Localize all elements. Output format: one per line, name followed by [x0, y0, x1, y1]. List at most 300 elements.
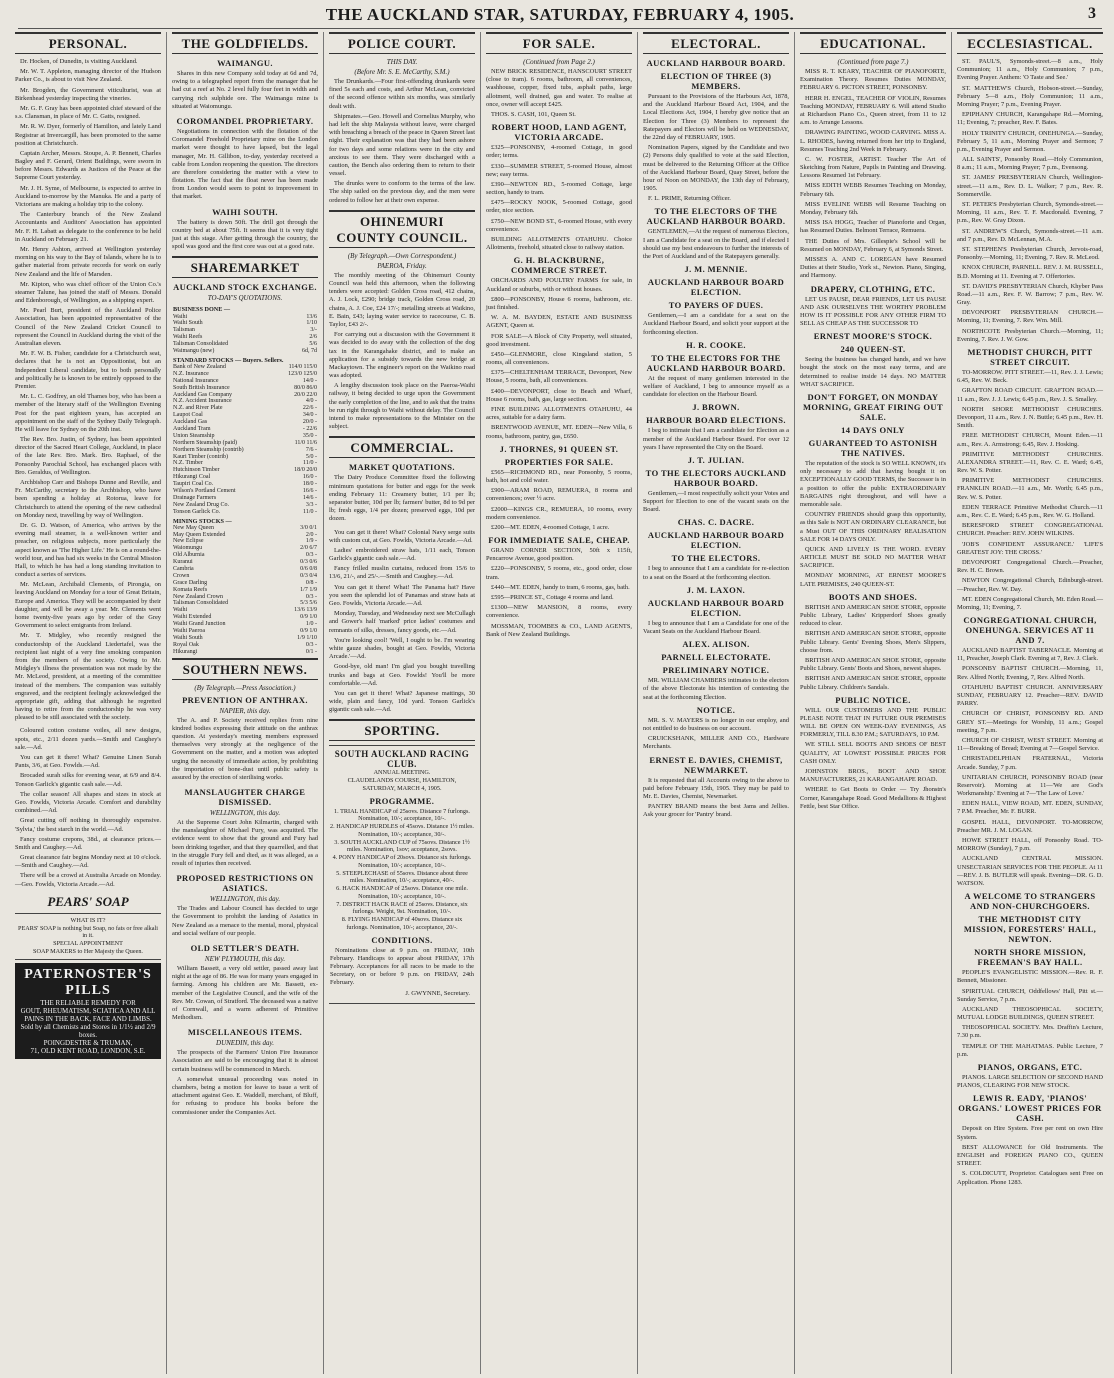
advert-text: £330—SUMMER STREET, 5-roomed House, almost new; easy terms. — [486, 162, 632, 178]
programme-heading: PROGRAMME. — [369, 795, 435, 806]
conditions-text: Nominations close at 9 p.m. on FRIDAY, 10th February. Handicaps to appear about FRIDAY, 17th February. Acceptances for all races to be made to the Secretary, on or before 9 p.m. on FRIDAY, 24th February. — [330, 946, 474, 987]
quotation-row — [172, 447, 318, 454]
quotation-value — [287, 355, 318, 364]
quotation-value: 7/6 - — [305, 446, 317, 453]
quotation-name: Grace Darling — [173, 579, 208, 586]
ad-note: You can get it there! What? Genuine Linen Surah Pants, 3/6, at Geo. Fowlds.—Ad. — [15, 754, 161, 770]
advert-text: ST. STEPHEN'S Presbyterian Church, Jervois-road, Ponsonby.—Morning, 11; Evening, 7. Rev. R. McLeod. — [957, 245, 1103, 262]
quotation-row — [172, 607, 318, 614]
advert-text: NEW BRICK RESIDENCE, HANSCOURT STREET (close to tram). 6 rooms, bathroom, all conveniences, washhouse, copper, fixed tubs, asphalt paths, large allotment, well drained, gas and water. To realise at once, owner will accept £425. — [486, 68, 632, 108]
anthrax-paragraph: The A. and P. Society received replies from nine kindred bodies expressing their attitude on the anthrax question. At yesterday's meeting members expressed themselves very strongly at the negligence of the Government on the matter, and a motion was adopted urging the necessity of immediate action, by prohibiting the importation of bone-dust until public safety is assured by the erection of sterilising works. — [172, 716, 318, 781]
personal-paragraph: Mr. T. Midgley, who recently resigned the conductorship of the Auckland Liedertafel, was the recipient last night of a very fine smoking companion from the members of the society. Owing to Mr. Midgley's illness the presentation was not made by the Mr. McLeod, president, at a meeting of the committee instead of the members. The companion was suitably engraved, and the recipient feelingly acknowledged the appropriate gift, adding that although he regretted having to retire from the conductorship he was very pleased to be still associated with the society. — [15, 632, 161, 722]
advert-heading: J. M. LAXON. — [686, 584, 746, 595]
ad-note: There will be a crowd at Australia Arcade on Monday.—Geo. Fowlds, Victoria Arcade.—Ad. — [15, 872, 161, 888]
quotation-row — [172, 364, 318, 371]
advert-text: MISS R. T. KEARY, TEACHER OF PIANOFORTE, Examination Theory. Resumes Duties MONDAY, FEBRUARY 6. PICTON STREET, PONSONBY. — [800, 68, 946, 92]
personal-paragraph: The Canterbury branch of the New Zealand Accountants and Auditors' Association has appointed Mr. F. H. Labatt as delegate to the conference to be held in Auckland on February 21. — [15, 211, 161, 243]
paternoster-maker: POINGDESTRE & TRUMAN, — [43, 1038, 133, 1047]
advert-text: MISS EDITH WEBB Resumes Teaching on Monday, February 6th. — [800, 182, 946, 198]
quotation-name: N.Z. Accident Insurance — [173, 398, 232, 405]
advert-text: £900—ARAM ROAD, REMUERA, 8 rooms and conveniences; over ½ acre. — [486, 487, 632, 503]
advert-text: EDEN TERRACE Primitive Methodist Church.—11 a.m., Rev. C. E. Ward; 6.45 p.m., Rev. W. G. Holland. — [957, 503, 1103, 519]
quotation-value: 80/0 86/0 — [294, 384, 317, 391]
advert-text: PRIMITIVE METHODIST CHURCHES. ALEXANDRA STREET.—11, Rev. C. E. Ward; 6.45, Rev. W. S. Potter. — [957, 450, 1103, 475]
personal-paragraph: Archbishop Carr and Bishops Dunne and Reville, and Fr. McCarthy, secretary to the Archbishop, who have been spending a holiday at Rotorua, leave for Christchurch to attend the opening of the new cathedral on Monday next, travelling by way of Wellington. — [15, 479, 161, 519]
advert-text: NEWTON Congregational Church, Edinburgh-street.—Preacher, Rev. W. Day. — [957, 577, 1103, 593]
advert-text: £325—PONSONBY, 4-roomed Cottage, in good order; terms. — [486, 144, 632, 160]
police-court-section — [329, 78, 475, 205]
advert-heading: METHODIST CHURCH, PITT STREET CIRCUIT. — [967, 347, 1093, 367]
manslaughter-heading: MANSLAUGHTER CHARGE DISMISSED. — [184, 787, 306, 808]
advert-text: FINE BUILDING ALLOTMENTS OTAHUHU, 44 acres, suitable for a dairy farm. — [486, 406, 632, 422]
advert-text: DEVONPORT PRESBYTERIAN CHURCH.—Morning, 11; Evening, 7. Rev. Wm. Mill. — [957, 309, 1103, 325]
advert-heading: AUCKLAND HARBOUR BOARD ELECTION. — [647, 277, 785, 298]
quotation-name: Tonson Garlick Co. — [173, 508, 221, 515]
personal-paragraph: Mr. McLean, Archibald Clements, of Pirongia, on leaving Auckland on Monday for a tour of Great Britain, Europe and America. They will be accompanied by their daughter, and will be away a year. Mr. Clements went home twenty-five years ago by order of the Grey Government to select emigrants from Ireland. — [15, 581, 161, 630]
advert-text: BERESFORD STREET CONGREGATIONAL CHURCH. Preacher: REV. JOHN WILKINS. — [957, 522, 1103, 538]
personal-paragraph: Mr. G. F. Gray has been appointed chief steward of the s.s. Clansman, in place of Mr. C. Gatts, resigned. — [15, 104, 161, 121]
quotation-row — [172, 467, 318, 474]
quotations-table — [172, 304, 318, 655]
advert-heading: TO THE ELECTORS FOR THE AUCKLAND HARBOUR BOARD. — [646, 352, 786, 373]
advert-text: AUCKLAND BAPTIST TABERNACLE. Morning at 11, Preacher, Joseph Clark. Evening at 7, Rev. J. Clark. — [957, 647, 1103, 663]
advert-text: £450—GLENMORE, close Kingsland station, 5 rooms, all conveniences. — [486, 350, 632, 367]
advert-text: SPIRITUAL CHURCH, Oddfellows' Hall, Pitt st.—Sunday Service, 7 p.m. — [957, 987, 1103, 1003]
quotation-name: N.Z. Timber — [173, 460, 203, 467]
masthead-title: THE AUCKLAND STAR, SATURDAY, FEBRUARY 4, 1905. — [325, 5, 795, 24]
quotation-name: Waihi South — [173, 634, 203, 641]
programme-list — [330, 808, 474, 932]
quotation-row — [172, 594, 318, 601]
advert-text: Seeing the business has changed hands, and we have bought the stock on the most easy terms, and are determined to realise inside 14 days. NO MATTER WHAT SACRIFICE. — [800, 356, 946, 388]
advert-text: HOWE STREET HALL, off Ponsonby Road. TO-MORROW (Sunday), 7 p.m. — [957, 837, 1103, 853]
misc-paragraph: A somewhat unusual proceeding was noted in chambers, being a motion for leave to issue a writ of attachment against Geo. E. Waddell, merchant, of Bluff, for refusing to produce his books before the commissioner under the Companies Act. — [172, 1075, 318, 1116]
advert-text: GOSPEL HALL, DEVONPORT. TO-MORROW, Preacher MR. J. M. LOGAN. — [957, 818, 1103, 834]
asiatics-dateline: WELLINGTON, this day. — [209, 895, 281, 904]
personal-paragraph: Mr. Brogden, the Government viticulturist, was at Birkenhead yesterday inspecting the vineries. — [15, 86, 161, 102]
personal-paragraph: Mr. Kipton, who was chief officer of the Union Co.'s steamer Talune, has joined the staff of Messrs. Donald and Edenborough, of Wellington, as a shipping expert. — [15, 280, 161, 305]
advert-text: THE Duties of Mrs. Gillespie's School will be Resumed on MONDAY, February 6, at Symonds Street. — [800, 237, 946, 253]
ad-note: Monday, Tuesday, and Wednesday next see McCullagh and Gower's half 'marked' price ladies' costumes and remnants of silks, dresses, fancy goods, etc.—Ad. — [329, 610, 475, 634]
quotation-row — [172, 545, 318, 552]
advert-heading: DRAPERY, CLOTHING, ETC. — [810, 283, 936, 294]
quotation-value: - 22/6 — [302, 425, 317, 432]
electoral-heading: ELECTORAL. — [643, 32, 789, 54]
southern-news-heading: SOUTHERN NEWS. — [172, 658, 318, 680]
column-electoral — [638, 32, 795, 1374]
advert-heading: FOR IMMEDIATE SALE, CHEAP. — [488, 535, 630, 546]
advert-text: £1300—NEW MANSION, 8 rooms, every convenience. — [486, 604, 632, 620]
waimangu-section — [172, 70, 318, 111]
ad-note: Brocaded surah silks for evening wear, at 6/9 and 8/4. Tonson Garlick's gigantic cash sale.—Ad. — [15, 772, 161, 788]
advert-text: TEMPLE OF THE MAHATMAS. Public Lecture, 7 p.m. — [957, 1042, 1103, 1058]
quotation-row — [172, 460, 318, 467]
quotation-name: Auckland Tram — [173, 425, 211, 432]
quotation-row — [172, 509, 318, 516]
quotation-name: BUSINESS DONE — — [173, 306, 231, 314]
ad-note: You can get it there! What! The Panama hat? Have you seen the splendid lot of Panamas and straw hats at Geo. Fowlds, Victoria Arcade.—Ad. — [329, 583, 475, 607]
quotation-value: 18/0 20/0 — [294, 467, 317, 474]
quotation-value: 16/6 - — [302, 488, 317, 494]
ad-note: You can get it there! What? Japanese mattings, 30 wide, plain and fancy, 10d yard. Tonson Garlick's gigantic cash sale.—Ad. — [329, 689, 475, 714]
advert-text: PONSONBY BAPTIST CHURCH.—Morning, 11, Rev. Alfred North; Evening, 7, Rev. Alfred North. — [957, 665, 1103, 681]
paternoster-text: GOUT, RHEUMATISM, SCIATICA AND ALL PAINS IN THE BACK, FACE AND LIMBS. Sold by all Chemists and Stores in 1/1½ and 2/9 boxes. — [20, 1006, 156, 1039]
quotation-value: 14/0 - — [302, 377, 317, 384]
sporting-heading: SPORTING. — [329, 719, 475, 741]
ad-note: You're looking cool! 'Well, I ought to be. I'm wearing white gauze shades, bought at Geo. Fowlds, Victoria Arcade.'—Ad. — [329, 636, 475, 661]
advert-text: MOSSMAN, TOOMBES & CO., LAND AGENTS, Bank of New Zealand Buildings. — [486, 622, 632, 638]
column-ecclesiastical — [952, 32, 1108, 1374]
pears-advert — [15, 913, 161, 960]
advert-text: ORCHARDS AND POULTRY FARMS for sale, in Auckland or suburbs, with or without houses. — [486, 277, 632, 293]
personal-paragraph: Dr. Hocken, of Dunedin, is visiting Auckland. — [20, 58, 138, 65]
advert-heading: NORTH SHORE MISSION, FREEMAN'S BAY HALL. — [974, 947, 1086, 968]
advert-text: MR. WILLIAM CHAMBERS intimates to the electors of the above Electorate his intention of contesting the seat at the forthcoming Election. — [643, 677, 789, 701]
quotation-row — [172, 635, 318, 642]
paternoster-name: PATERNOSTER'S PILLS — [24, 966, 152, 998]
quotation-name: Kauri Timber (contrib) — [173, 453, 228, 460]
quotation-value: 1/9 - — [305, 538, 317, 545]
quotation-value: 14/6 - — [302, 494, 317, 501]
advert-text: THEOSOPHICAL SOCIETY. Mrs. Draffin's Lecture, 7.30 p.m. — [957, 1024, 1103, 1040]
asiatics-section — [172, 905, 318, 938]
quotation-value: 4/0 - — [305, 398, 317, 405]
advert-text: THOS. S. CASH, 101, Queen St. — [491, 110, 576, 118]
misc-section — [172, 1049, 318, 1117]
quotation-value: 1/10 — [306, 320, 317, 327]
quotation-value: 0/8 - — [305, 579, 317, 586]
ad-note: Great clearance fair begins Monday next at 10 o'clock.—Smith and Caughey.—Ad. — [15, 854, 161, 870]
quotation-value: 11/0 11/6 — [294, 439, 317, 446]
advert-text: BEST ALLOWANCE for Old Instruments. The ENGLISH and FOREIGN PIANO CO., QUEEN STREET. — [957, 1143, 1103, 1168]
quotation-name: South British Insurance — [173, 384, 230, 391]
quotation-name: Waihi Paeroa — [173, 628, 206, 635]
advert-text: PEOPLE'S EVANGELISTIC MISSION.—Rev. R. F. Bennett, Missioner. — [957, 969, 1103, 985]
ohinemuri-heading: OHINEMURI COUNTY COUNCIL. — [329, 210, 475, 248]
advert-heading: PARNELL ELECTORATE. — [661, 652, 771, 663]
advert-heading: PROPERTIES FOR SALE. — [504, 456, 614, 467]
personal-heading: PERSONAL. — [15, 32, 161, 54]
market-paragraph: The Dairy Produce Committee fixed the following minimum quotations for butter and eggs for the week ending February 11: Creamery butter, 1/1 per lb; separator butter, 10d per lb; farmers' butter, 8d to 9d per lb; fresh eggs, 1/4 per dozen; preserved eggs, 10d per dozen. — [329, 474, 475, 523]
ad-note: The collar season! All shapes and sizes in stock at Geo. Fowlds, Victoria Arcade. Comfort and durability combined.—Ad. — [15, 790, 161, 815]
waimangu-heading: WAIMANGU. — [217, 58, 273, 68]
quotation-name: Waihi — [173, 607, 188, 614]
for-sale-heading: FOR SALE. — [486, 32, 632, 54]
quotation-name: National Insurance — [173, 377, 219, 384]
quotation-value — [287, 304, 318, 313]
advert-heading: 240 QUEEN-ST. — [840, 344, 906, 355]
for-sale-ads — [486, 68, 632, 639]
quotation-name: Wilson's Portland Cement — [173, 488, 236, 494]
advert-text: £565—RICHMOND RD., near Ponsonby, 5 rooms, bath, hot and cold water. — [486, 468, 632, 484]
sharemarket-heading: SHAREMARKET — [172, 256, 318, 278]
settler-paragraph: William Bassett, a very old settler, passed away last night at the age of 86. He was for many years engaged in farming. Among his children are Mr. Bassett, ex-member of the Legislative Council, and the wife of the Rev. Mr. Cowan, of Stratford. The deceased was a native of Cornwall, and a warm adherent of Primitive Methodism. — [172, 964, 318, 1022]
advert-text: £375—CHELTENHAM TERRACE, Devonport, New House, 5 rooms, bath, all conveniences. — [486, 369, 632, 385]
quotation-value: 123/0 125/0 — [288, 370, 317, 377]
waihi-south-paragraph: The battery is down 50ft. The drill got through the country bed at about 75ft. It seems that it is very tight just at this stage. After getting through the country, the spoil was good and the first core was out at a good rate. — [172, 218, 318, 251]
advert-heading: TO THE ELECTORS OF THE AUCKLAND HARBOUR BOARD. — [646, 206, 786, 227]
advert-text: DEVONPORT Congregational Church.—Preacher, Rev. H. C. Brown. — [957, 558, 1103, 575]
advert-text: £440—MT. EDEN, handy to tram, 6 rooms, gas, bath. — [491, 583, 630, 591]
quotation-value: 0/3 0/6 — [300, 559, 317, 566]
quotation-value: 11/0 - — [303, 460, 317, 467]
ad-note: Coloured cotton costume voiles, all new designs, spots, etc., 2/11 dozen yards.—Smith and Caughey's sale.—Ad. — [15, 727, 161, 751]
advert-text: GRAFTON ROAD CIRCUIT. GRAFTON ROAD.—11 a.m., Rev. J. J. Lewis; 6.45 p.m., Rev. J. S. Smalley. — [957, 387, 1103, 403]
conditions-signature: J. GWYNNE, Secretary. — [405, 989, 470, 997]
paternoster-tag: THE RELIABLE REMEDY FOR — [40, 998, 136, 1007]
ohinemuri-paragraph: The monthly meeting of the Ohinemuri County Council was held this afternoon, when the following tenders were accepted: Golden Cross road, 412 chains, A. J. Lock, £290; bridge track, Golden Cross road, 20 chains, A. J. Coe, £24 17/-; metalling streets at Waikino, E. Bain, £43; laying water service to racecourse, C. B. Taylor, £43 2/-. — [329, 271, 475, 328]
advert-text: WE STILL SELL BOOTS AND SHOES OF BEST QUALITY, AT LOWEST POSSIBLE PRICES FOR CASH ONLY. — [800, 741, 946, 765]
advert-heading: 14 DAYS ONLY — [841, 425, 905, 435]
quotation-name: New Zealand Crown — [173, 593, 223, 600]
advert-heading: CONGREGATIONAL CHURCH, ONEHUNGA. SERVICES AT 11 AND 7. — [963, 615, 1097, 646]
personal-paragraph: Mr. W. T. Appleton, managing director of the Hudson Parker Co., is about to visit New Zealand. — [15, 68, 161, 84]
educational-ads — [800, 68, 946, 811]
quotation-name: Hikurangi — [173, 648, 198, 655]
programme-item: 4. PONY HANDICAP of 20sovs. Distance six furlongs. Nomination, 10/-; acceptance, 10/-. — [332, 854, 472, 869]
advert-heading: H. R. COOKE. — [686, 339, 746, 350]
advert-text: ST. DAVID'S PRESBYTERIAN Church, Khyber Pass Road.—11 a.m., Rev. F. W. Barrow; 7 p.m., Rev. W. Gray. — [957, 282, 1103, 307]
advert-text: TO-MORROW. PITT STREET.—11, Rev. J. J. Lewis; 6.45, Rev. W. Beck. — [957, 369, 1103, 385]
quotation-row — [172, 495, 318, 502]
advert-text: Gentlemen,—I most respectfully solicit your Votes and Support for Election to one of the vacant seats on the Board. — [643, 489, 789, 514]
advert-heading: DON'T FORGET, ON MONDAY MORNING, GREAT FIRING OUT SALE. — [802, 392, 944, 422]
personal-paragraph: Mr. J. H. Syme, of Melbourne, is expected to arrive in Auckland to-morrow by the Manuka. He and a party of Victorians are making a holiday trip to the colony. — [15, 184, 161, 208]
quotation-row — [172, 454, 318, 461]
quotation-name: Komata Reefs — [173, 586, 208, 593]
quotation-row — [172, 600, 318, 607]
quotation-value: 20/0 22/0 — [294, 391, 317, 398]
advert-text: GENTLEMEN,—At the request of numerous Electors, I am a Candidate for a seat on the Board, and if elected I should use my best endeavours to further the interests of the Port of Auckland and of the Ratepayers generally. — [643, 228, 789, 260]
advert-text: HOLY TRINITY CHURCH, ONEHUNGA.—Sunday, February 5, 11 a.m., Morning Prayer and Sermon; 7 p.m., Evening Prayer and Sermon. — [957, 129, 1103, 153]
advert-heading: CHAS. C. DACRE. — [677, 517, 755, 528]
advert-heading: J. BROWN. — [692, 402, 740, 413]
advert-text: £750—NEW BOND ST., 6-roomed House, with every convenience. — [486, 217, 632, 233]
advert-heading: ERNEST MOORE'S STOCK. — [813, 331, 933, 342]
ohinemuri-byline: (By Telegraph.—Own Correspondent.) — [347, 251, 457, 260]
quotation-row — [172, 320, 318, 327]
quotation-row — [172, 304, 318, 313]
advert-text: The reputation of the stock is SO WELL KNOWN, it's only necessary to add that having bought it on EXCEPTIONALLY GOOD TERMS, the Successor is in a position to offer the public EXTRAORDINARY BARGAINS right throughout, and will have a memorable sale. — [800, 460, 946, 508]
quotation-value: 2/6 — [309, 334, 317, 341]
advert-text: £200—MT. EDEN, 4-roomed Cottage, 1 acre. — [491, 523, 610, 531]
advert-heading: PRELIMINARY NOTICE. — [662, 665, 770, 676]
advert-text: £475—ROCKY NOOK, 5-roomed Cottage, good order, nice section. — [486, 199, 632, 215]
quotation-name: MINING STOCKS — — [173, 517, 232, 525]
advert-text: MT. EDEN Congregational Church, Mt. Eden Road.—Morning, 11; Evening, 7. — [957, 595, 1103, 611]
quotation-name: Hikurangi Coal — [173, 474, 211, 481]
advert-text: BRITISH AND AMERICAN SHOE STORE, opposite Public Library. Gents' Evening Shoes, Men's Slippers, choose from. — [800, 630, 946, 654]
quotation-row — [172, 552, 318, 559]
quotation-name: New Eclipse — [173, 538, 204, 545]
quotation-row — [172, 314, 318, 321]
coromandel-paragraph: Negotiations in connection with the flotation of the Coromandel Freehold Proprietary mine on the London market were thought to have lapsed, but the legal manager, Mr. H. Gillibon, to-day, yesterday received a cable from London reopening the question. The directors are therefore considering the matter with a view to flotation. The fact that the float never has been made from London would seem to point to improvement in that market. — [172, 127, 318, 201]
quotation-value: 0/6 0/8 — [300, 566, 317, 573]
quotation-row — [172, 385, 318, 392]
ohinemuri-paragraph: For carrying out a discussion with the Government it was decided to do away with the collection of the dog tax in the Karangahake district, and to make an application for a subsidy towards the new bridge at Mackaytown. The engineer's report on the Waikino road was adopted. — [329, 331, 475, 380]
quotation-name: Waihi — [173, 313, 188, 320]
asiatics-heading: PROPOSED RESTRICTIONS ON ASIATICS. — [176, 873, 314, 894]
ecclesiastical-ads — [957, 58, 1103, 1187]
ad-note: Fancy costume crepons, 38d., at clearance prices.—Smith and Caughey.—Ad. — [15, 835, 161, 851]
advert-heading: ELECTION OF THREE (3) MEMBERS. — [660, 71, 772, 91]
advert-heading: J. THORNES, 91 QUEEN ST. — [499, 443, 619, 454]
quotation-row — [172, 341, 318, 348]
advert-text: MONDAY MORNING, AT ERNEST MOORE'S LATE PREMISES, 240 QUEEN-ST. — [800, 572, 946, 588]
ohinemuri-dateline: PAEROA, Friday. — [377, 261, 427, 270]
programme-item: 8. FLYING HANDICAP of 40sovs. Distance six furlongs. Nomination, 10/-; acceptance, 20/-. — [341, 916, 463, 931]
advert-heading: PUBLIC NOTICE. — [835, 694, 911, 705]
ad-note: Fancy frilled muslin curtains, reduced from 15/6 to 13/6, 21/-, and 25/-.—Smith and Caughey.—Ad. — [329, 565, 475, 581]
quotation-row — [172, 538, 318, 545]
quotation-value: 0/3 - — [305, 593, 317, 600]
quotation-value: 6d, 7d — [302, 347, 317, 354]
quotation-row — [172, 532, 318, 539]
quotation-value: 1/9 1/10 — [297, 634, 317, 641]
quotation-row — [172, 573, 318, 580]
advert-heading: TO PAYERS OF DUES. — [668, 300, 764, 311]
advert-heading: ERNEST E. DAVIES, CHEMIST, NEWMARKET. — [649, 754, 783, 775]
quotation-row — [172, 334, 318, 341]
quotation-row — [172, 371, 318, 378]
advert-text: MISS EVELINE WEBB will Resume Teaching on Monday, February 6th. — [800, 200, 946, 216]
quotation-name: Cambria — [173, 566, 194, 573]
quotation-name: N.Z. and River Plate — [173, 405, 223, 412]
quotation-value: 0/3 - — [305, 552, 317, 559]
quotation-value: 20/0 - — [302, 419, 317, 426]
advert-heading: J. T. JULIAN. — [687, 454, 745, 465]
advert-text: FOR SALE—A Block of City Property, well situated, good investment. — [486, 332, 632, 348]
advert-heading: PIANOS, ORGANS, ETC. — [977, 1062, 1083, 1072]
advert-text: Pursuant to the Provisions of the Harbours Act, 1878, and the Auckland Harbour Board Act, 1904, and the Local Elections Act, 1904, I hereby give notice that an Election for Three (3) Members to represent the Ratepayers and Electors will be held on WEDNESDAY, the 22nd day of FEBRUARY, 1905. — [643, 93, 789, 141]
quotation-value: 3/- — [310, 327, 317, 334]
misc-paragraph: The prospects of the Farmers' Union Fire Insurance Association are said to be encouraging that it is almost certain business will be commenced in March. — [172, 1049, 318, 1073]
advert-text: HERR H. ENGEL, TEACHER OF VIOLIN, Resumes Teaching MONDAY, FEBRUARY 6. Will attend Studio at Richardson Piano Co., Queen street, from 11 to 12 a.m. to Arrange Lessons. — [800, 94, 946, 127]
settler-heading: OLD SETTLER'S DEATH. — [190, 942, 300, 953]
quotation-row — [172, 566, 318, 573]
quotation-value: 22/6 - — [302, 405, 317, 412]
quotation-row — [172, 405, 318, 412]
advert-text: £400—DEVONPORT, close to Beach and Wharf, House 6 rooms, bath, gas, large section. — [486, 387, 632, 403]
quotation-row — [172, 502, 318, 509]
coromandel-heading: COROMANDEL PROPRIETARY. — [176, 115, 314, 126]
quotation-row — [172, 580, 318, 587]
advert-text: £220—PONSONBY, 5 rooms, etc., good order, close tram. — [486, 565, 632, 581]
quotation-name: N.Z. Insurance — [173, 370, 209, 377]
waihi-south-heading: WAIHI SOUTH. — [212, 206, 278, 217]
advert-heading: G. H. BLACKBURNE, COMMERCE STREET. — [511, 255, 607, 276]
quotation-value: 5/6 — [309, 341, 317, 348]
column-educational — [795, 32, 952, 1374]
racing-where: CLAUDELANDS COURSE, HAMILTON, — [347, 777, 457, 785]
paternoster-advert — [15, 963, 161, 1059]
advert-text: MISS ISA HOGG, Teacher of Pianoforte and Organ, has Resumed Duties. Belmont Terrace, Remuera. — [800, 219, 946, 235]
electoral-ads — [643, 58, 789, 819]
quotation-row — [172, 419, 318, 426]
racing-advert — [329, 745, 475, 1003]
advert-text: £390—NEWTON RD., 5-roomed Cottage, large section, handy to tram. — [486, 180, 632, 197]
quotation-name: Talisman Consolidated — [173, 341, 229, 348]
quotation-row — [172, 348, 318, 355]
quotation-name: Kuranui — [173, 559, 193, 566]
advert-heading: NOTICE. — [696, 704, 736, 715]
quotation-row — [172, 628, 318, 635]
quotation-row — [172, 355, 318, 364]
advert-text: ALL SAINTS', Ponsonby Road.—Holy Communion, 8 a.m.; 11 a.m., Morning Prayer; 7 p.m., Evensong. — [957, 156, 1103, 172]
educational-continued: (Continued from page 7.) — [837, 58, 909, 66]
advert-text: I beg to intimate that I am a candidate for Election as a member of the Auckland Harbour Board. For over 12 years I have represented the City on the Board. — [643, 427, 789, 451]
advert-text: MR. S. V. MAYERS is no longer in our employ, and not entitled to do business on our account. — [643, 716, 789, 732]
quotation-name: Talisman Consolidated — [173, 600, 229, 607]
quotation-value: 1/7 1/9 — [300, 586, 317, 593]
quotation-name: Crown — [173, 572, 190, 579]
advert-text: BRITISH AND AMERICAN SHOE STORE, opposite Public Library. Gents' Boots and Shoes, newest shapes. — [800, 656, 946, 673]
police-court-dateline: THIS DAY. — [386, 58, 418, 66]
quotation-name: Royal Oak — [173, 641, 199, 648]
police-paragraph: Shipmates.—Geo. Howell and Cornelius Murphy, who had left the ship Malaysia without leave, were charged with breaching a breach of the peace in Queen Street last night. Their explanation was that they had been ashore for two days and some relations were in the city and anxious to see them. They were discharged with a caution, the Bench also ordering them to return to their vessel. — [329, 112, 475, 178]
programme-item: 5. STEEPLECHASE of 55sovs. Distance about three miles. Nomination, 10/-; acceptance, 40/-. — [336, 869, 468, 885]
col3-ads-section — [329, 529, 475, 715]
advert-text: F. L. PRIME, Returning Officer. — [648, 195, 731, 203]
racing-club: SOUTH AUCKLAND RACING CLUB. — [334, 749, 470, 770]
racing-when: SATURDAY, MARCH 4, 1905. — [362, 784, 442, 792]
programme-item: 2. HANDICAP HURDLES of 45sovs. Distance 1½ miles. Nomination, 10/-; acceptance, 30/-. — [330, 823, 474, 838]
quotation-row — [172, 525, 318, 532]
advert-text: WILL OUR CUSTOMERS AND THE PUBLIC PLEASE NOTE THAT IN FUTURE OUR PREMISES WILL BE OPEN ON WEEK-DAY EVENINGS, AS FORMERLY, TILL 8.30 P.M.; SATURDAYS, 10 P.M. — [800, 706, 946, 739]
advert-text: EPIPHANY CHURCH, Karangahape Rd.—Morning, 11; Evening, 7; preacher, Rev. F. Bates. — [957, 111, 1103, 127]
quotation-name: Talisman — [173, 327, 195, 334]
advert-heading: TO THE ELECTORS AUCKLAND HARBOUR BOARD. — [645, 467, 787, 488]
misc-dateline: DUNEDIN, this day. — [216, 1039, 274, 1048]
quotation-value: 16/0 - — [302, 474, 317, 481]
quotation-name: Waimangu (new) — [173, 347, 215, 354]
pears-line: SPECIAL APPOINTMENT — [53, 940, 123, 948]
advert-text: PANTRY BRAND means the best Jams and Jellies. Ask your grocer for 'Pantry' brand. — [643, 803, 789, 819]
advert-text: BUILDING ALLOTMENTS OTAHUHU. Choice Allotments, freehold, situated close to railway station. — [486, 236, 632, 252]
advert-text: ST. PAUL'S, Symonds-street.—8 a.m., Holy Communion; 11 a.m., Holy Communion; 7 p.m., Evening Prayer. Anthem: 'O Taste and See.' — [957, 58, 1103, 82]
quotation-row — [172, 440, 318, 447]
quotation-value: 34/0 - — [302, 412, 317, 419]
quotation-name: Waihi South — [173, 320, 203, 327]
ohinemuri-section — [329, 272, 475, 432]
personal-paragraph: Mr. Henry Ashton, arrived at Wellington yesterday morning on his way to the Bay of Islands, where he is to gather material from private records for work on early New Zealand and the life of Marsden. — [15, 245, 161, 278]
quotation-value: 0/9 1/0 — [300, 614, 317, 621]
advert-text: EDEN HALL, VIEW ROAD, MT. EDEN, SUNDAY, 7 P.M. Preacher, Mr. F. BURR. — [957, 800, 1103, 816]
advert-heading: THE METHODIST CITY MISSION, FORESTERS' HALL, NEWTON. — [963, 914, 1097, 945]
southern-news-byline: (By Telegraph.—Press Association.) — [194, 683, 296, 692]
quotation-value: 11/0 - — [303, 508, 317, 515]
paternoster-address: 71, OLD KENT ROAD, LONDON, S.E. — [30, 1046, 146, 1055]
advert-text: £2000—KINGS CR., REMUERA, 10 rooms, every modern convenience. — [486, 505, 632, 521]
quotation-name: Northern Steamship (paid) — [173, 439, 237, 446]
quotation-value: 3/0 0/1 — [300, 524, 317, 531]
stock-exchange-heading: AUCKLAND STOCK EXCHANGE. — [173, 282, 317, 293]
advert-text: I beg to announce that I am a candidate for re-election to a seat on the Board at the forthcoming election. — [643, 565, 789, 581]
for-sale-continued: (Continued from Page 2.) — [523, 58, 595, 66]
advert-text: FREE METHODIST CHURCH, Mount Eden.—11 a.m., Rev. A. Armstrong; 6.45, Rev. J. Hosking. — [957, 432, 1103, 448]
advert-text: DRAWING PAINTING, WOOD CARVING. MISS A. L. RHODES, having returned from her trip to England, Resumes Teaching 2nd Week in February. — [800, 129, 946, 153]
advert-text: ST. ANDREW'S Church, Symonds-street.—11 a.m. and 7 p.m., Rev. D. McLennan, M.A. — [957, 227, 1103, 243]
advert-text: BRITISH AND AMERICAN SHOE STORE, opposite Public Library, Ladies' Kripperdorf Shoes greatly reduced to clear. — [800, 603, 946, 628]
advert-text: ST. MATTHEW'S Church, Hobson-street.—Sunday, February 5—8 a.m., Holy Communion; 11 a.m., Morning Prayer; 7 p.m., Evening Prayer. — [957, 84, 1103, 108]
quotation-row — [172, 488, 318, 495]
programme-item: 6. HACK HANDICAP of 25sovs. Distance one mile. Nomination, 10/-; acceptance, 10/-. — [336, 885, 468, 900]
manslaughter-section — [172, 819, 318, 868]
settler-dateline: NEW PLYMOUTH, this day. — [204, 954, 286, 963]
educational-heading: EDUCATIONAL. — [800, 32, 946, 54]
conditions-heading: CONDITIONS. — [371, 934, 433, 945]
quotation-name: Auckland Gas — [173, 419, 208, 426]
